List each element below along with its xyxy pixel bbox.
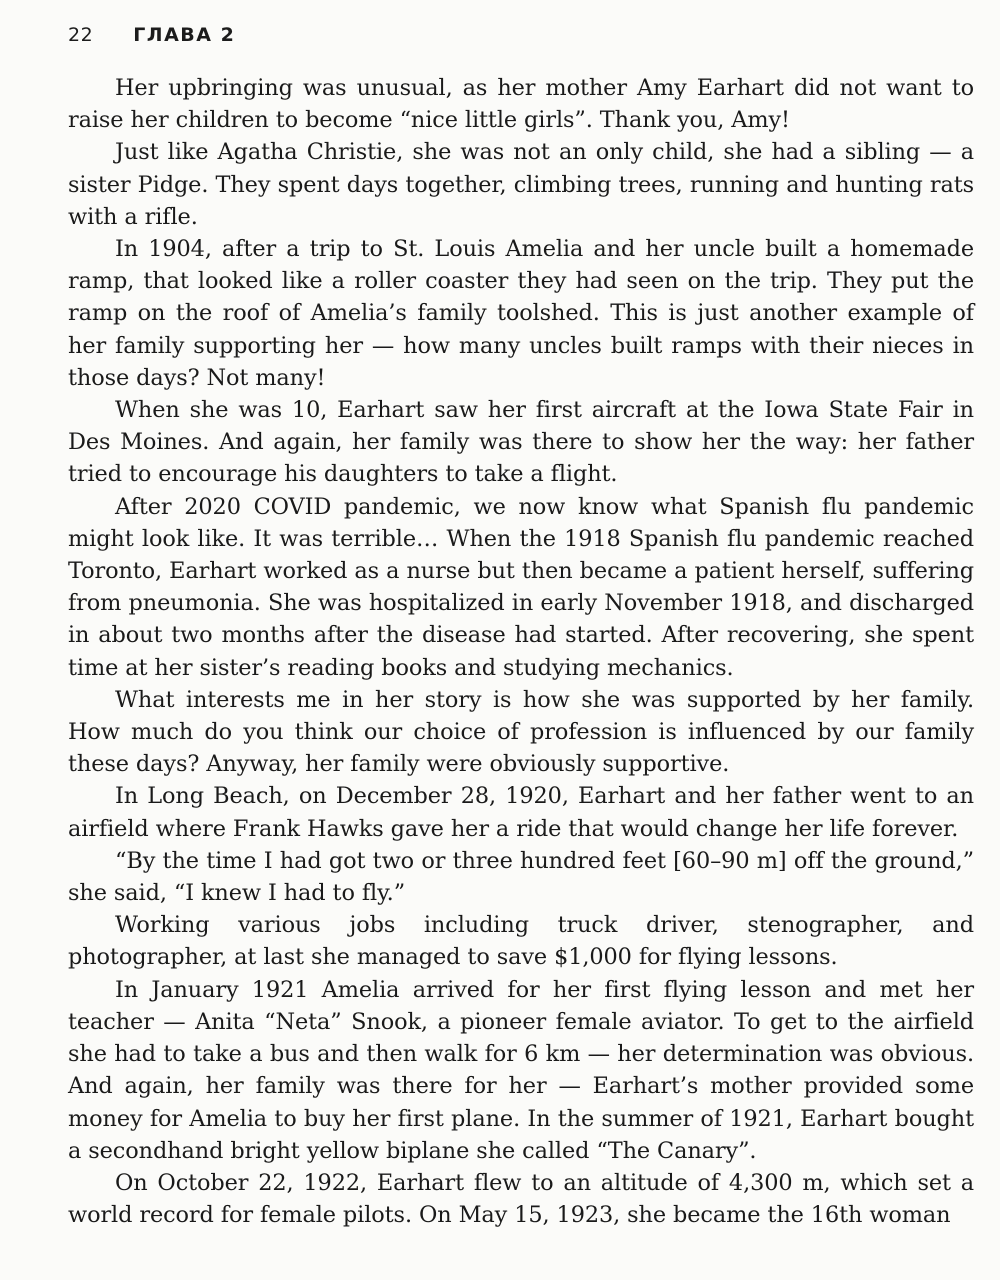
body-text bbox=[68, 72, 974, 1231]
paragraph: In Long Beach, on December 28, 1920, Earhart and her father went to an airfield where Frank Hawks gave her a ride that would change her life forever. bbox=[68, 783, 974, 842]
paragraph: “By the time I had got two or three hundred feet [60–90 m] off the ground,” she said, “I knew I had to fly.” bbox=[68, 847, 974, 907]
paragraph: Working various jobs including truck driver, stenographer, and photographer, at last she managed to save $1,000 for flying lessons. bbox=[68, 912, 974, 971]
paragraph: On October 22, 1922, Earhart flew to an altitude of 4,300 m, which set a world record for female pilots. On May 15, 1923, she became the 16th woman bbox=[68, 1169, 974, 1229]
paragraph: When she was 10, Earhart saw her first aircraft at the Iowa State Fair in Des Moines. And again, her family was there to show her the way: her father tried to encourage his daughters to take a flight. bbox=[68, 397, 974, 488]
paragraph: What interests me in her story is how she was supported by her family. How much do you think our choice of profession is influenced by our family these days? Anyway, her family were obviously supportive. bbox=[68, 686, 974, 778]
paragraph: After 2020 COVID pandemic, we now know what Spanish flu pandemic might look like. It was terrible… When the 1918 Spanish flu pandemic reached Toronto, Earhart worked as a nurse but then became a patient herself, suffering from pneumonia. She was hospitalized in early November 1918, and discharged in about two months after the disease had started. After recovering, she spent time at her sister’s reading books and studying mechanics. bbox=[68, 493, 974, 681]
running-head bbox=[68, 24, 974, 54]
page-number: 22 bbox=[68, 24, 94, 46]
paragraph: In 1904, after a trip to St. Louis Amelia and her uncle built a homemade ramp, that looked like a roller coaster they had seen on the trip. They put the ramp on the roof of Amelia’s family toolshed. This is just another example of her family supporting her — how many uncles built ramps with their nieces in those days? Not many! bbox=[68, 236, 974, 391]
paragraph: Her upbringing was unusual, as her mother Amy Earhart did not want to raise her children to become “nice little girls”. Thank you, Amy! bbox=[68, 75, 974, 134]
paragraph: Just like Agatha Christie, she was not an only child, she had a sibling — a sister Pidge. They spent days together, climbing trees, running and hunting rats with a rifle. bbox=[68, 139, 974, 230]
chapter-title: ГЛАВА 2 bbox=[133, 24, 236, 46]
paragraph: In January 1921 Amelia arrived for her first flying lesson and met her teacher — Anita “Neta” Snook, a pioneer female aviator. To get to the airfield she had to take a bus and then walk for 6 km — her determination was obvious. And again, her family was there for her — Earhart’s mother provided some money for Amelia to buy her first plane. In the summer of 1921, Earhart bought a secondhand bright yellow biplane she called “The Canary”. bbox=[68, 976, 974, 1164]
